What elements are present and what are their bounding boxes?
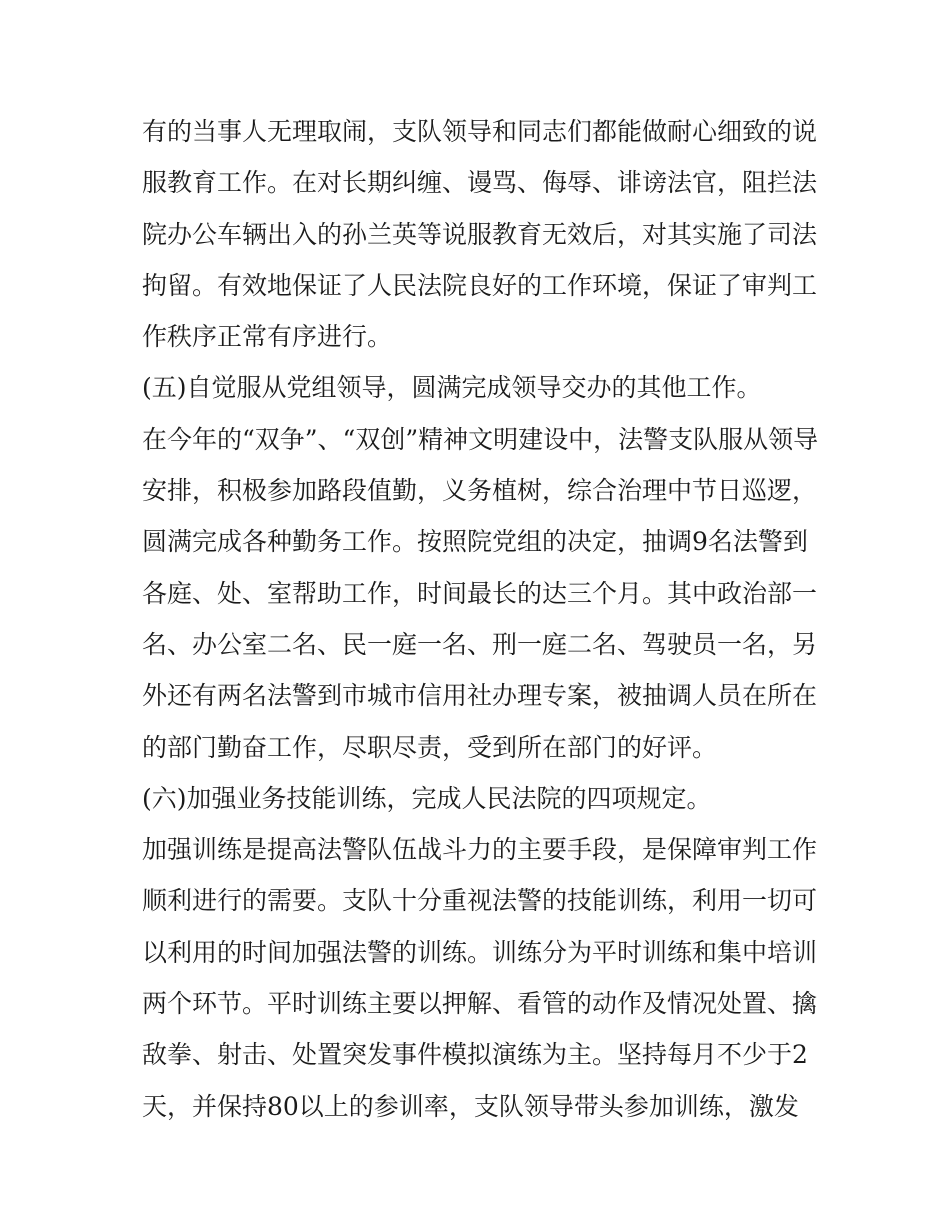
text-line: 两个环节。平时训练主要以押解、看管的动作及情况处置、擒 bbox=[142, 989, 818, 1019]
text-line: 名、办公室二名、民一庭一名、刑一庭二名、驾驶员一名，另 bbox=[142, 629, 818, 659]
text-line: 在今年的“双争”、“双创”精神文明建设中，法警支队服从领导 bbox=[142, 424, 819, 454]
text-line: 以利用的时间加强法警的训练。训练分为平时训练和集中培训 bbox=[142, 937, 818, 967]
body-text bbox=[142, 106, 822, 1132]
section-heading: (五)自觉服从党组领导，圆满完成领导交办的其他工作。 bbox=[142, 373, 762, 403]
section-heading: (六)加强业务技能训练，完成人民法院的四项规定。 bbox=[142, 783, 712, 813]
text-line: 拘留。有效地保证了人民法院良好的工作环境，保证了审判工 bbox=[142, 270, 818, 300]
text-line: 有的当事人无理取闹，支队领导和同志们都能做耐心细致的说 bbox=[142, 117, 818, 146]
text-line: 顺利进行的需要。支队十分重视法警的技能训练，利用一切可 bbox=[142, 886, 818, 916]
text-line: 作秩序正常有序进行。 bbox=[142, 322, 393, 352]
text-line: 服教育工作。在对长期纠缠、谩骂、侮辱、诽谤法官，阻拦法 bbox=[142, 168, 818, 198]
text-line: 外还有两名法警到市城市信用社办理专案，被抽调人员在所在 bbox=[142, 681, 818, 711]
text-line: 加强训练是提高法警队伍战斗力的主要手段，是保障审判工作 bbox=[142, 835, 818, 865]
text-line: 各庭、处、室帮助工作，时间最长的达三个月。其中政治部一 bbox=[142, 578, 818, 608]
text-line: 的部门勤奋工作，尽职尽责，受到所在部门的好评。 bbox=[142, 732, 718, 762]
text-line: 敌拳、射击、处置突发事件模拟演练为主。坚持每月不少于2 bbox=[142, 1040, 808, 1070]
text-line: 院办公车辆出入的孙兰英等说服教育无效后，对其实施了司法 bbox=[142, 219, 818, 249]
text-line: 天，并保持80以上的参训率，支队领导带头参加训练，激发 bbox=[142, 1091, 799, 1121]
text-line: 圆满完成各种勤务工作。按照院党组的决定，抽调9名法警到 bbox=[142, 527, 808, 557]
text-line: 安排，积极参加路段值勤，义务植树，综合治理中节日巡逻， bbox=[142, 476, 818, 506]
